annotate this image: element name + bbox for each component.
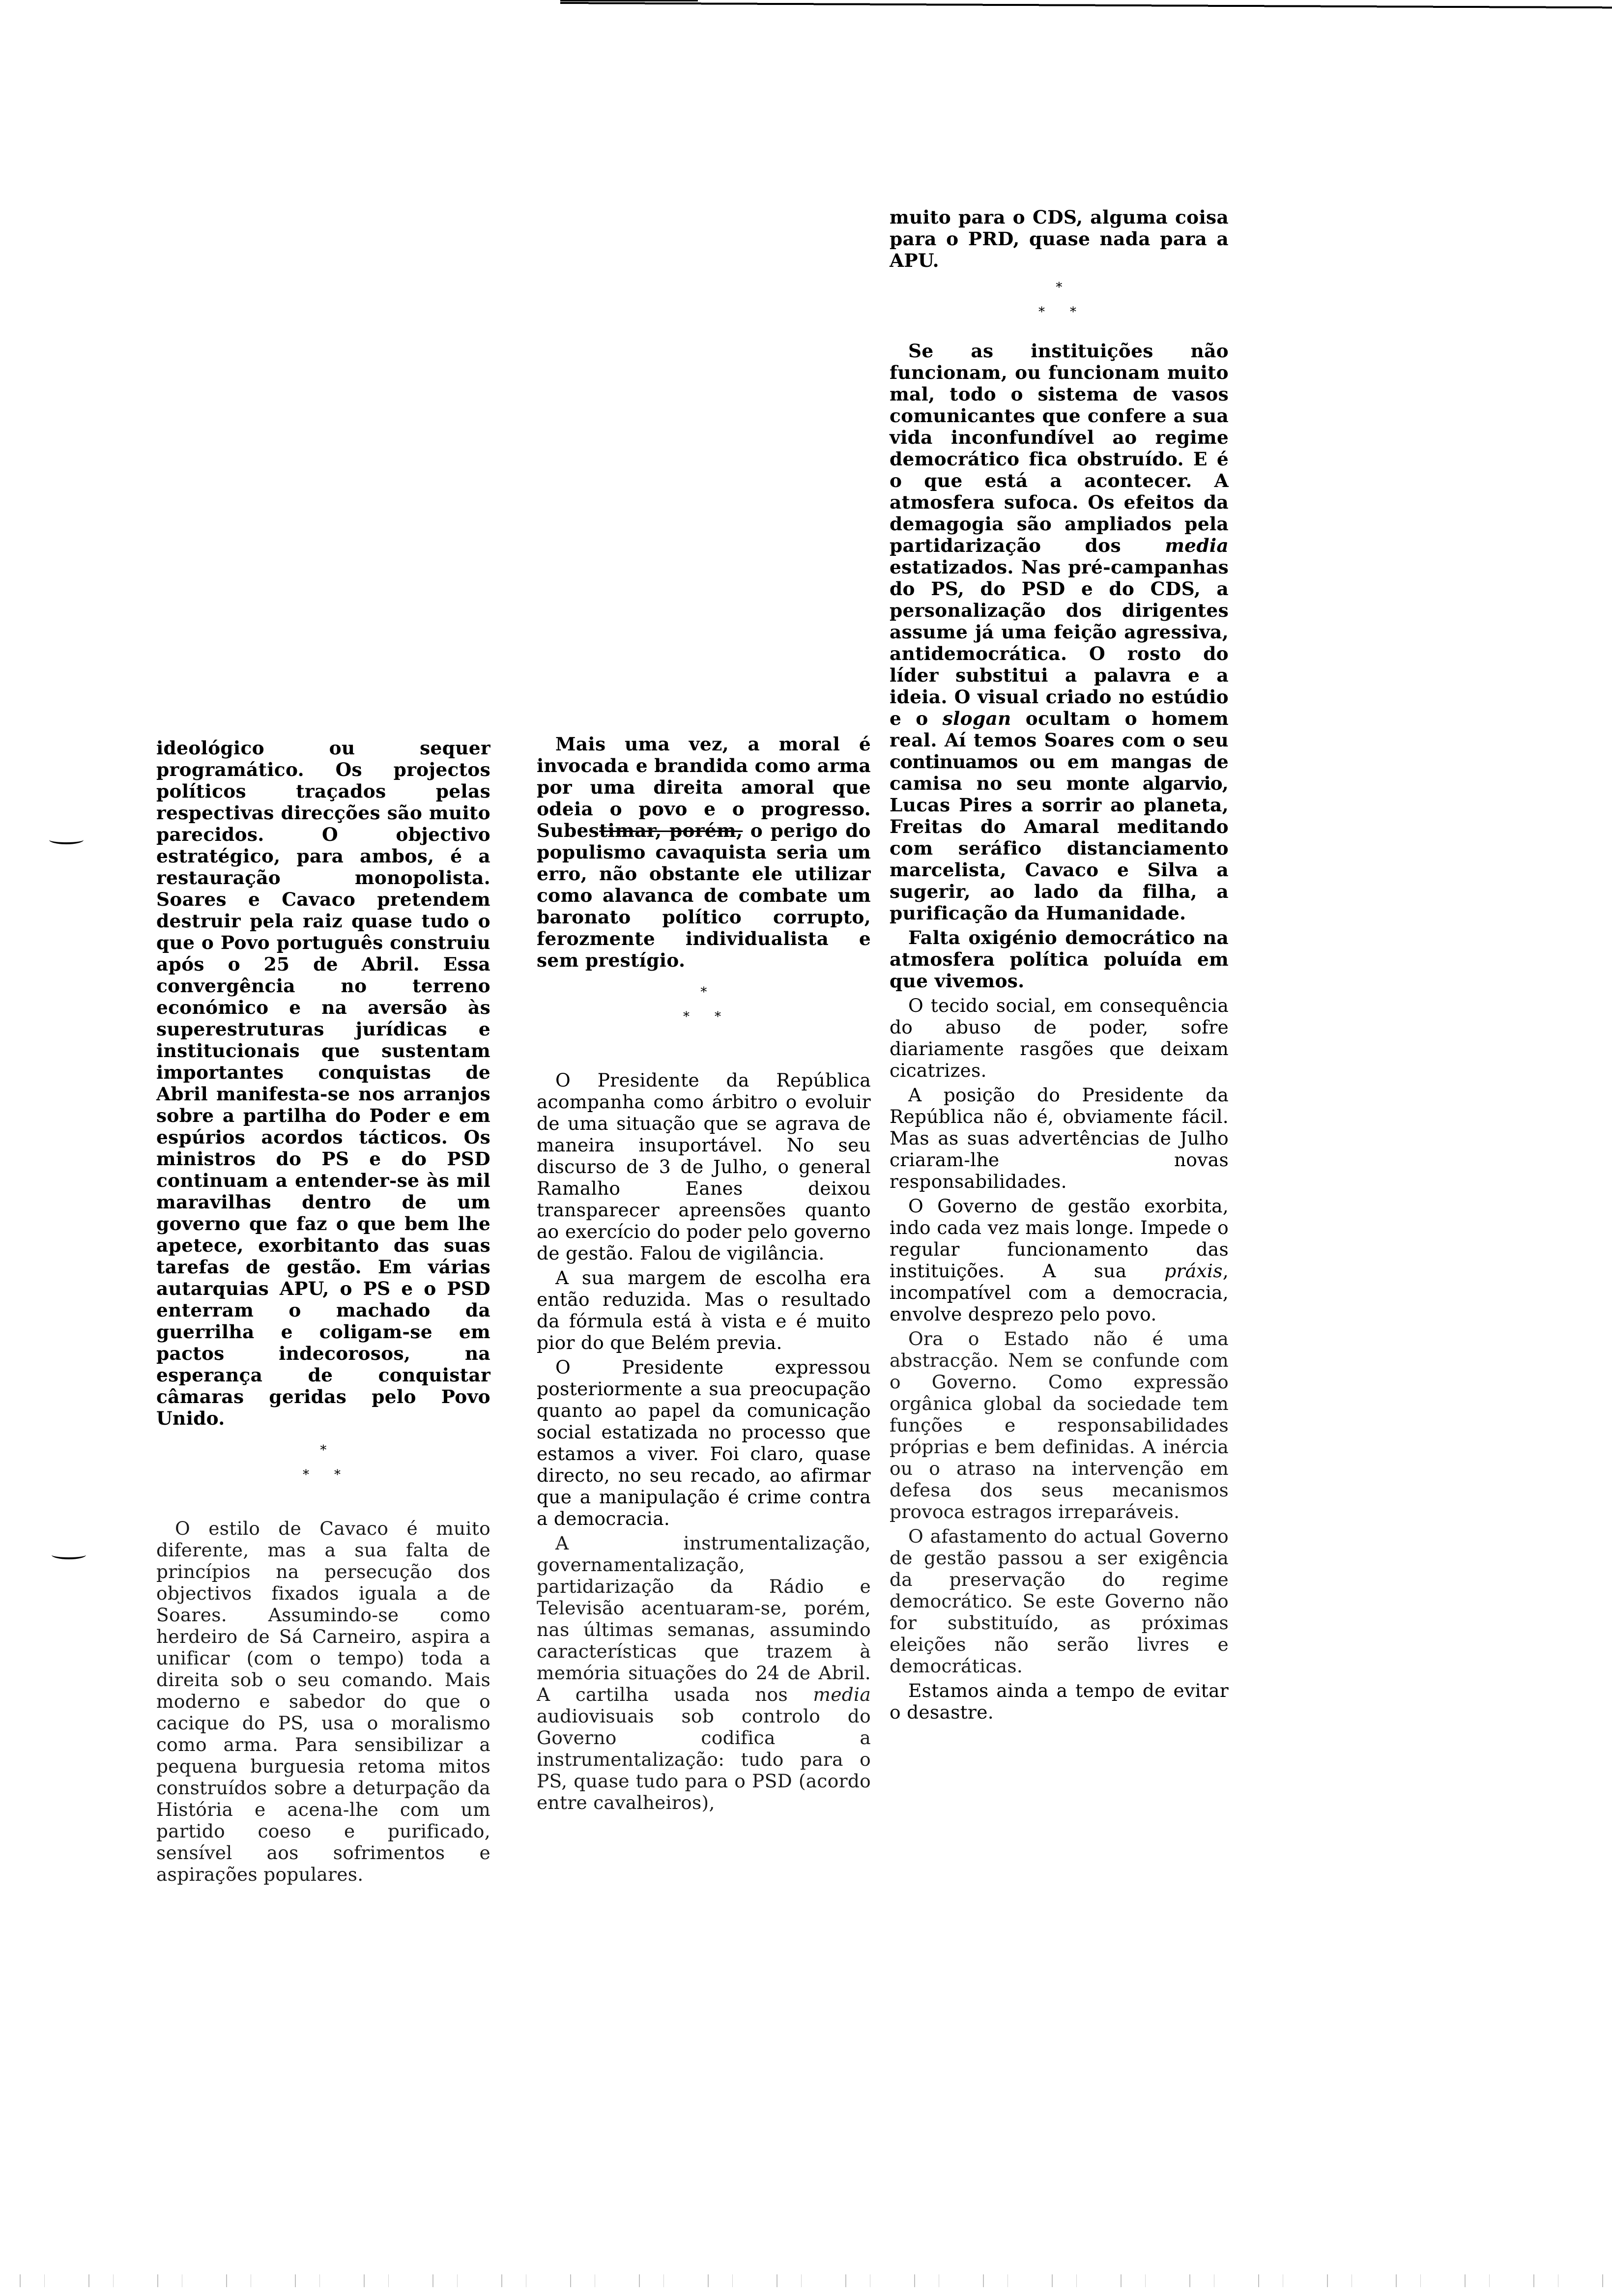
- column-3-paragraph-closing: Estamos ainda a tempo de evitar o desastre.: [890, 1680, 1229, 1723]
- column-2-paragraph-2: O Presidente da República acompanha como árbitro o evoluir de uma situação que se agrava de maneira insuportável. No seu discurso de 3 de Julho, o general Ramalho Eanes deixou transparecer apreensões quanto ao exercício do poder pelo governo de gestão. Falou de vigilância.: [537, 1069, 871, 1264]
- column-3-paragraph-government: O Governo de gestão exorbita, indo cada vez mais longe. Impede o regular funcionamento das instituições. A sua práxis, incompatível com a democracia, envolve desprezo pelo povo.: [890, 1195, 1229, 1325]
- scan-artifact-bottom: [0, 2274, 1612, 2287]
- column-1: [156, 737, 490, 1885]
- column-2-paragraph-5: A instrumentalização, governamentalização, partidarização da Rádio e Televisão acentuaram-se, porém, nas últimas semanas, assumindo características que trazem à memória situações do 24 de Abril. A cartilha usada nos media audiovisuais sob controlo do Governo codifica a instrumentalização: tudo para o PS, quase tudo para o PSD (acordo entre cavalheiros),: [537, 1532, 871, 1813]
- column-2-paragraph-3: A sua margem de escolha era então reduzida. Mas o resultado da fórmula está à vista e é muito pior do que Belém previa.: [537, 1267, 871, 1353]
- column-1-paragraph-2: O estilo de Cavaco é muito diferente, mas a sua falta de princípios na persecução dos objectivos fixados iguala a de Soares. Assumindo-se como herdeiro de Sá Carneiro, aspira a unificar (com o tempo) toda a direita sob o seu comando. Mais moderno e sabedor do que o cacique do PS, usa o moralismo como arma. Para sensibilizar a pequena burguesia retoma mitos construídos sobre a deturpação da História e acena-lhe com um partido coeso e purificado, sensível aos sofrimentos e aspirações populares.: [156, 1518, 490, 1885]
- star-icon: *: [303, 1467, 310, 1482]
- section-separator: [156, 1429, 490, 1518]
- section-separator: [537, 971, 871, 1069]
- binding-mark-lower: [52, 1550, 86, 1559]
- column-3: [890, 206, 1229, 1723]
- column-3-paragraph-social: O tecido social, em consequência do abuso de poder, sofre diariamente rasgões que deixam cicatrizes.: [890, 995, 1229, 1081]
- star-icon: *: [715, 1009, 721, 1024]
- column-3-intro: muito para o CDS, alguma coisa para o PRD, quase nada para a APU.: [890, 206, 1229, 271]
- section-separator: [890, 271, 1229, 340]
- struck-text: timar, porém,: [599, 820, 743, 841]
- star-icon: *: [683, 1009, 690, 1024]
- column-3-paragraph-president: A posição do Presidente da República não é, obviamente fácil. Mas as suas advertências de Julho criaram-lhe novas responsabilidades.: [890, 1084, 1229, 1192]
- star-icon: *: [700, 985, 707, 1000]
- column-3-paragraph-oxygen: Falta oxigénio democrático na atmosfera política poluída em que vivemos.: [890, 927, 1229, 992]
- star-icon: *: [1056, 280, 1063, 295]
- column-2-paragraph-1: Mais uma vez, a moral é invocada e brandida como arma por uma direita amoral que odeia o povo e o progresso. Subestimar, porém, o perigo do populismo cavaquista seria um erro, não obstante ele utilizar como alavanca de combate um baronato político corrupto, ferozmente individualista e sem prestígio.: [537, 733, 871, 971]
- column-3-paragraph-removal: O afastamento do actual Governo de gestão passou a ser exigência da preservação do regime democrático. Se este Governo não for substituído, as próximas eleições não serão livres e democráticas.: [890, 1525, 1229, 1677]
- star-icon: *: [320, 1443, 327, 1458]
- star-icon: *: [334, 1467, 341, 1482]
- column-1-paragraph-1: ideológico ou sequer programático. Os projectos políticos traçados pelas respectivas direcções são muito parecidos. O objectivo estratégico, para ambos, é a restauração monopolista. Soares e Cavaco pretendem destruir pela raiz quase tudo o que o Povo português construiu após o 25 de Abril. Essa convergência no terreno económico e na aversão às superestruturas jurídicas e institucionais que sustentam importantes conquistas de Abril manifesta-se nos arranjos sobre a partilha do Poder e em espúrios acordos tácticos. Os ministros do PS e do PSD continuam a entender-se às mil maravilhas dentro de um governo que faz o que bem lhe apetece, exorbitanto das suas tarefas de gestão. Em várias autarquias APU, o PS e o PSD enterram o machado da guerrilha e coligam-se em pactos indecorosos, na esperança de conquistar câmaras geridas pelo Povo Unido.: [156, 737, 490, 1429]
- column-2: [537, 733, 871, 1813]
- star-icon: *: [1070, 305, 1077, 319]
- column-3-paragraph-state: Ora o Estado não é uma abstracção. Nem se confunde com o Governo. Como expressão orgânica global da sociedade tem funções e responsabilidades próprias e bem definidas. A inércia ou o atraso na intervenção em defesa dos seus mecanismos provoca estragos irreparáveis.: [890, 1328, 1229, 1522]
- column-3-paragraph-bold: Se as instituições não funcionam, ou funcionam muito mal, todo o sistema de vasos comunicantes que confere a sua vida inconfundível ao regime democrático fica obstruído. E é o que está a acontecer. A atmosfera sufoca. Os efeitos da demagogia são ampliados pela partidarização dos media estatizados. Nas pré-campanhas do PS, do PSD e do CDS, a personalização dos dirigentes assume já uma feição agressiva, antidemocrática. O rosto do líder substitui a palavra e a ideia. O visual criado no estúdio e o slogan ocultam o homem real. Aí temos Soares com o seu continuamos ou em mangas de camisa no seu monte algarvio, Lucas Pires a sorrir ao planeta, Freitas do Amaral meditando com seráfico distanciamento marcelista, Cavaco e Silva a sugerir, ao lado da filha, a purificação da Humanidade.: [890, 340, 1229, 924]
- column-2-paragraph-4: O Presidente expressou posteriormente a sua preocupação quanto ao papel da comunicação social estatizada no processo que estamos a viver. Foi claro, quase directo, no seu recado, ao afirmar que a manipulação é crime contra a democracia.: [537, 1356, 871, 1529]
- top-edge-rule: [560, 1, 1612, 10]
- binding-mark-upper: [49, 835, 84, 844]
- star-icon: *: [1038, 305, 1045, 319]
